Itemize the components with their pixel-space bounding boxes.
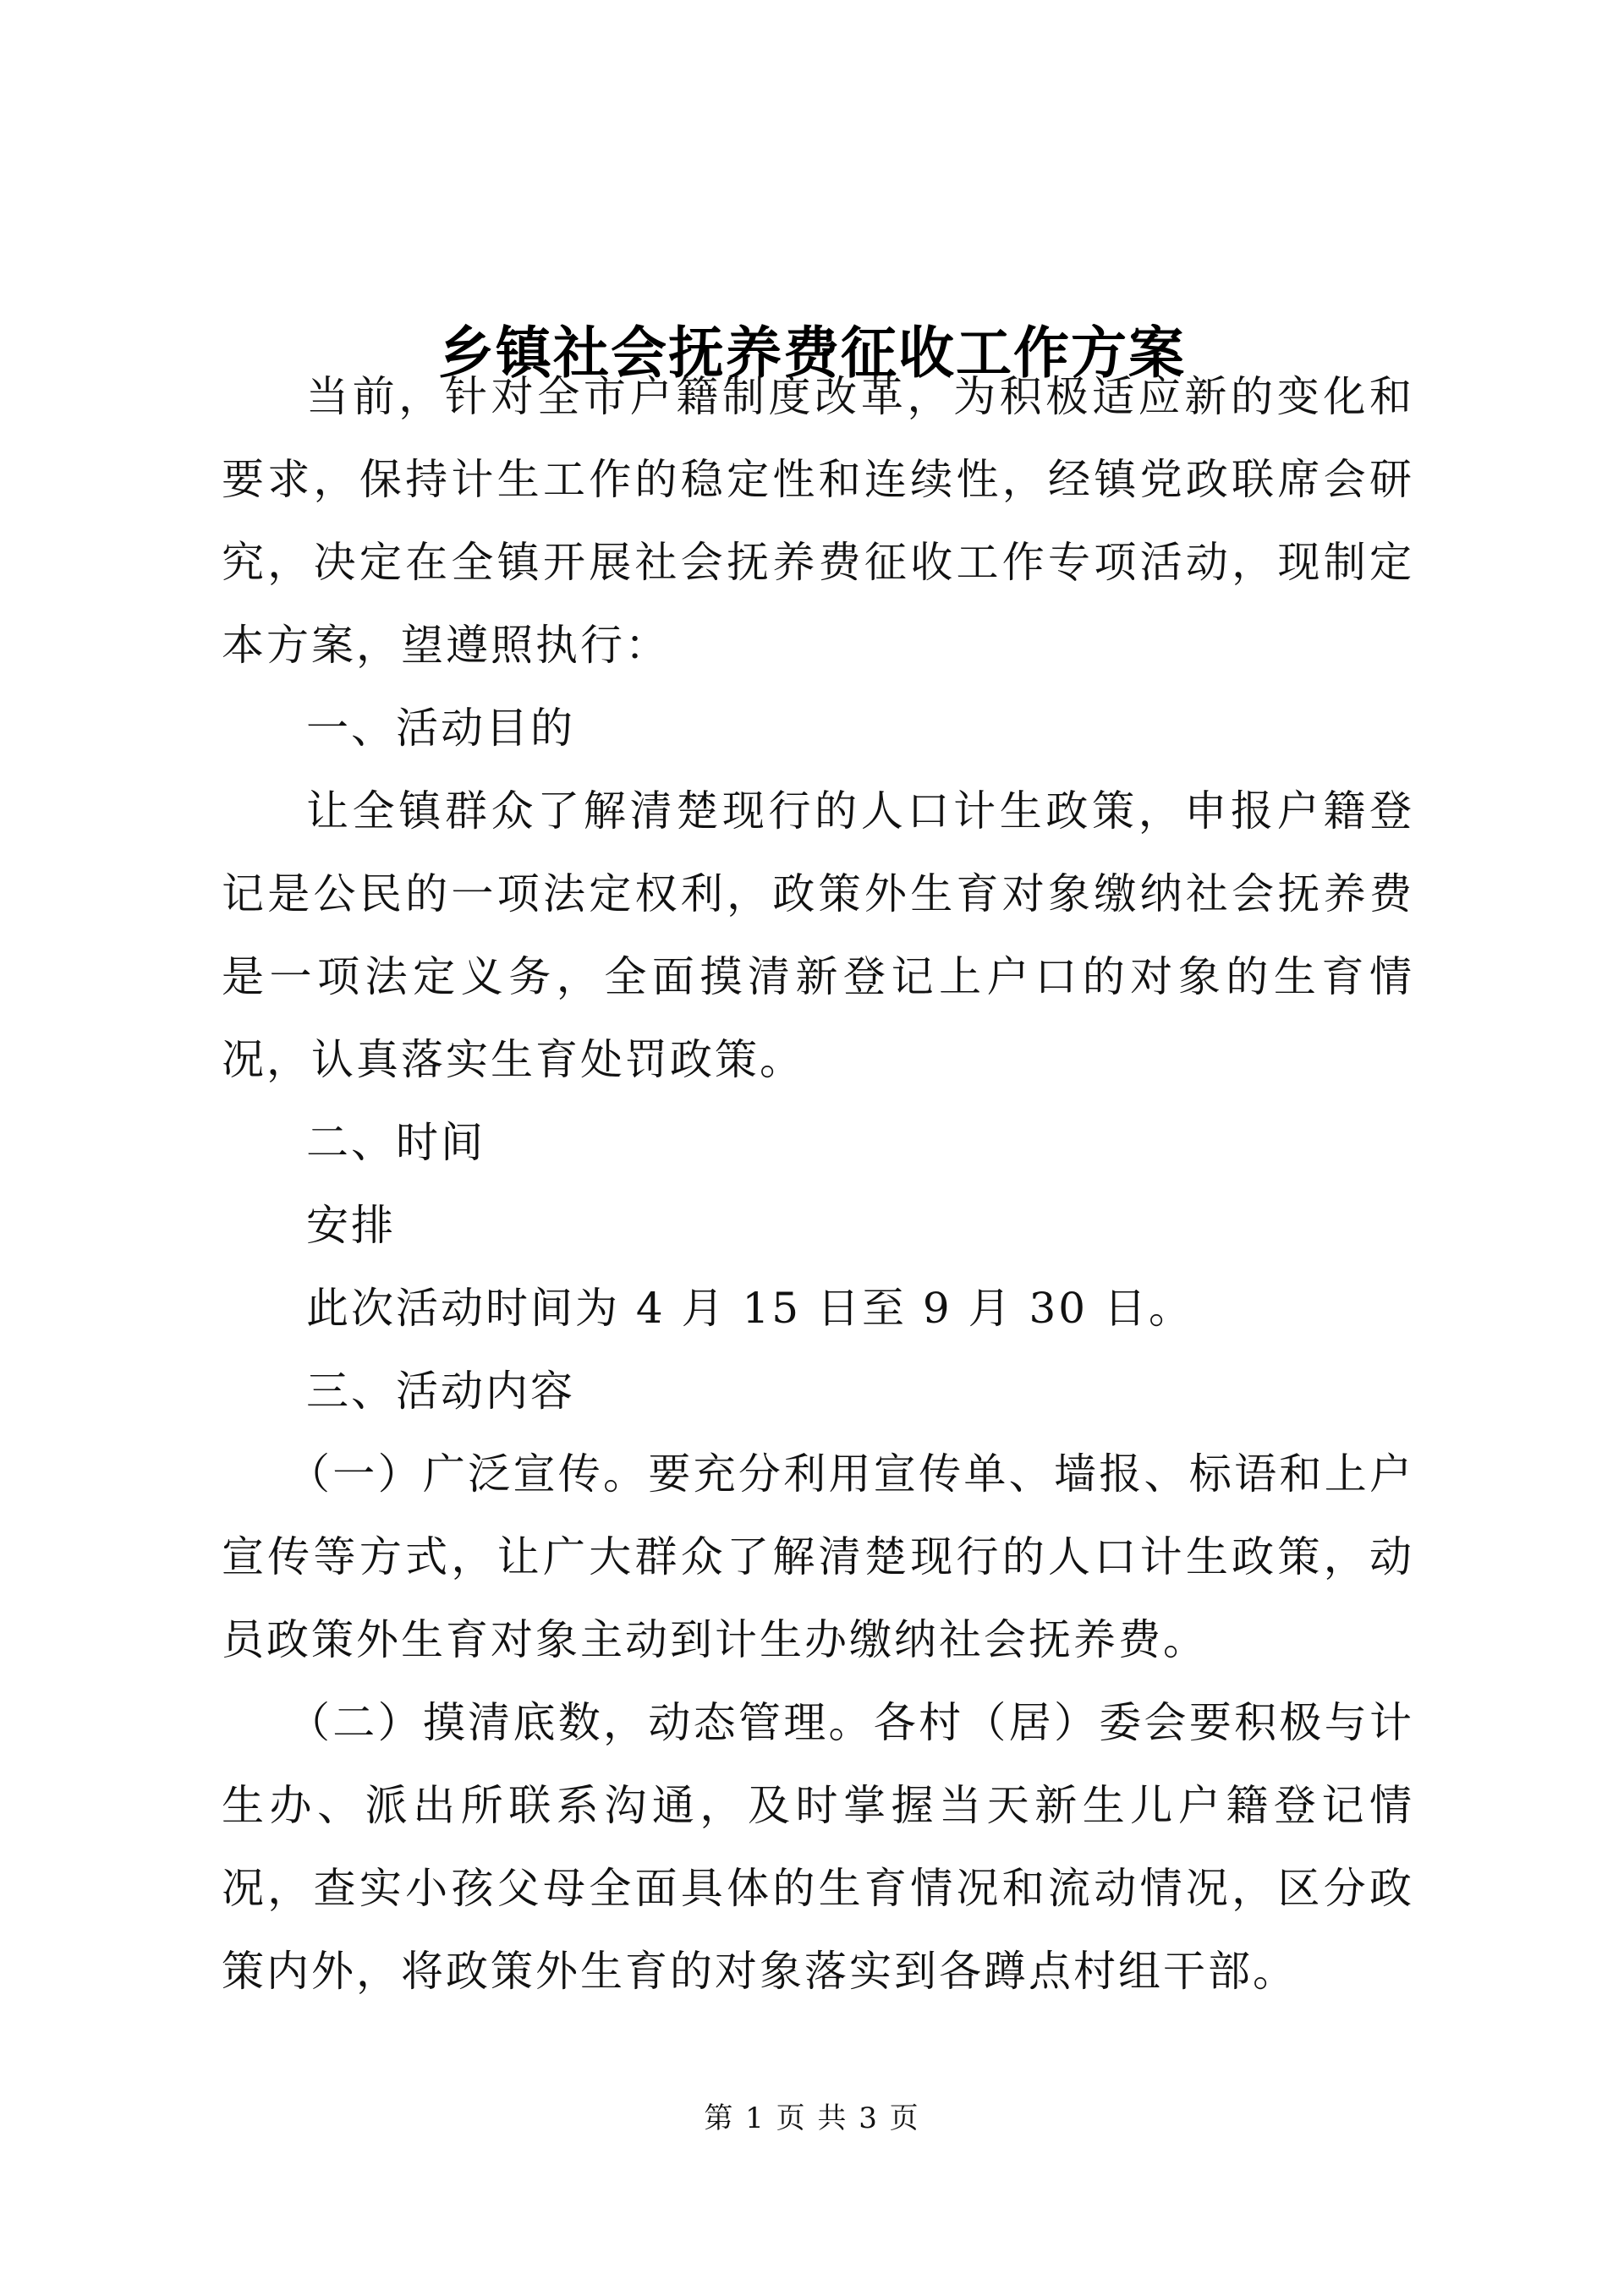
page-footer: 第 1 页 共 3 页 bbox=[704, 2101, 920, 2135]
section-heading-time: 二、时间 bbox=[306, 1118, 486, 1167]
time-paragraph: 此次活动时间为 4 月 15 日至 9 月 30 日。 bbox=[306, 1284, 1194, 1333]
section-heading-purpose: 一、活动目的 bbox=[306, 704, 575, 753]
section-heading-content: 三、活动内容 bbox=[306, 1367, 575, 1416]
content-item-survey: （二）摸清底数，动态管理。各村（居）委会要积极与计生办、派出所联系沟通，及时掌握当天新生儿户籍登记情况，查实小孩父母全面具体的生育情况和流动情况，区分政策内外，将政策外生育的对象落实到各蹲点村组干部。 bbox=[222, 1698, 1414, 1996]
purpose-paragraph: 让全镇群众了解清楚现行的人口计生政策，申报户籍登记是公民的一项法定权利，政策外生育对象缴纳社会抚养费是一项法定义务，全面摸清新登记上户口的对象的生育情况，认真落实生育处罚政策。 bbox=[222, 786, 1414, 1084]
section-heading-time-continued: 安排 bbox=[306, 1201, 396, 1250]
intro-paragraph: 当前，针对全市户籍制度改革，为积极适应新的变化和要求，保持计生工作的稳定性和连续性，经镇党政联席会研究，决定在全镇开展社会抚养费征收工作专项活动，现制定本方案，望遵照执行： bbox=[222, 372, 1414, 670]
document-title: 乡镇社会抚养费征收工作方案 bbox=[438, 320, 1186, 386]
document-body bbox=[222, 355, 1414, 2013]
content-item-publicity: （一）广泛宣传。要充分利用宣传单、墙报、标语和上户宣传等方式，让广大群众了解清楚现行的人口计生政策，动员政策外生育对象主动到计生办缴纳社会抚养费。 bbox=[222, 1449, 1414, 1664]
